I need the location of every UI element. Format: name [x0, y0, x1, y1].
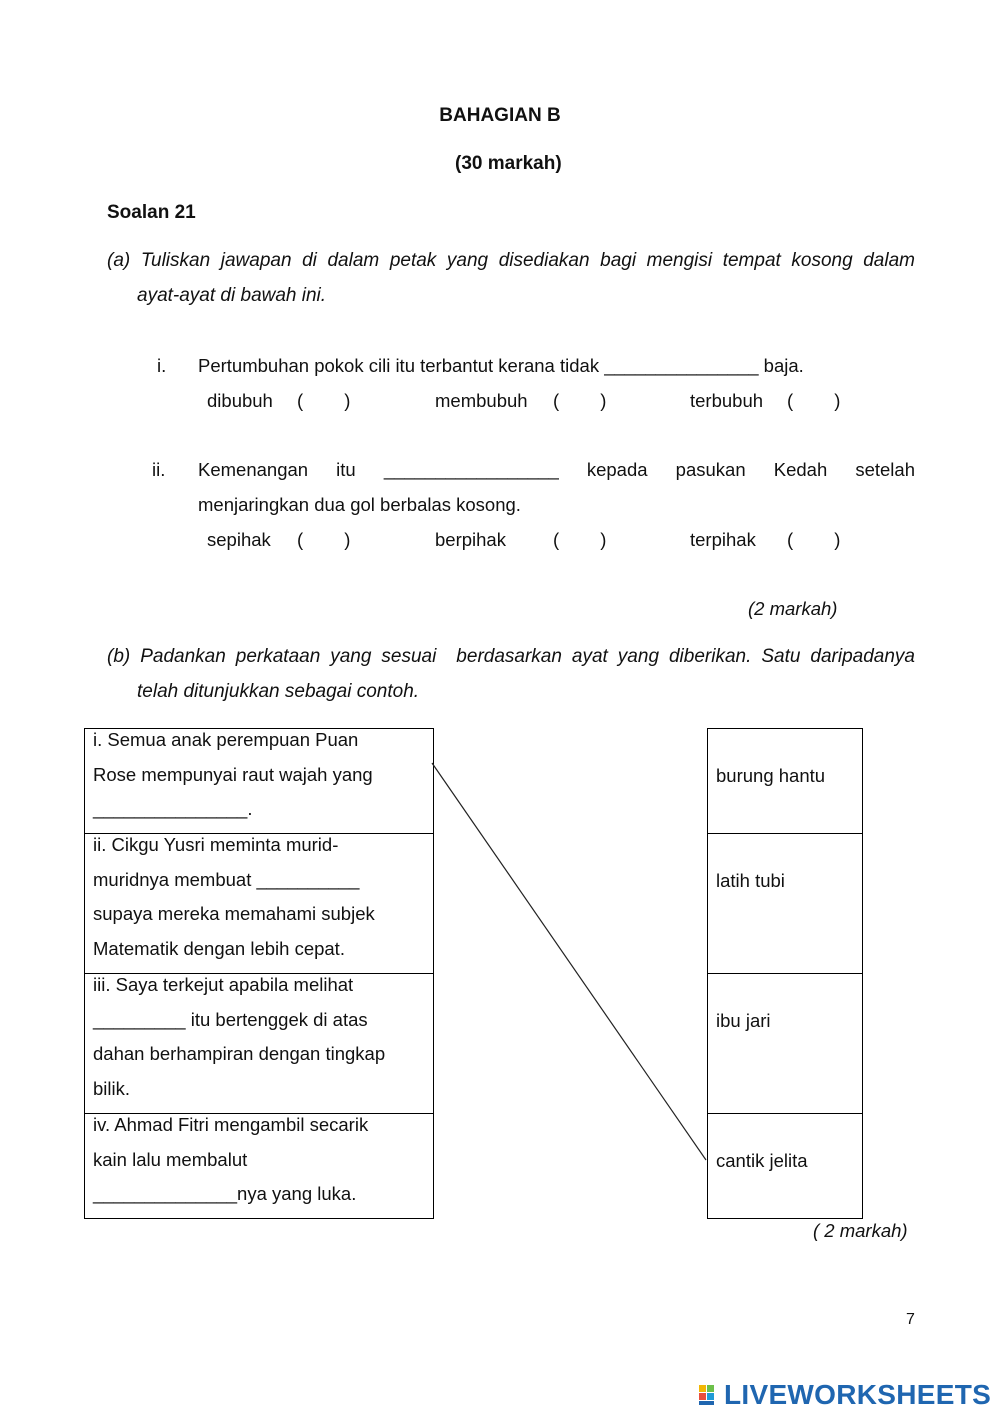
item-ii-word: setelah — [855, 459, 915, 480]
item-ii-word: Kemenangan — [198, 459, 309, 480]
item-i-option-2-bracket[interactable]: ( ) — [553, 390, 607, 411]
section-title: BAHAGIAN B — [439, 105, 561, 126]
left-item-3-line: _________ itu bertenggek di atas — [93, 1008, 368, 1030]
part-b-instruction-line1: (b) Padankan perkataan yang sesuai berdasarkan ayat yang diberikan. Satu daripadanya — [107, 646, 915, 667]
left-item-4-line: iv. Ahmad Fitri mengambil secarik — [93, 1114, 369, 1135]
left-item-2-line: muridnya membuat __________ — [93, 868, 360, 890]
item-ii-number: ii. — [152, 459, 166, 480]
item-ii-option-1-bracket[interactable]: ( ) — [297, 529, 351, 550]
item-i-option-1: dibubuh — [207, 390, 273, 411]
item-i-option-2: membubuh — [435, 390, 528, 411]
left-item-2-line: Matematik dengan lebih cepat. — [93, 937, 345, 959]
item-ii-word: pasukan — [675, 459, 746, 480]
item-i-number: i. — [157, 355, 167, 376]
item-ii-option-3: terpihak — [690, 529, 756, 550]
part-a-marks: (2 markah) — [748, 598, 838, 619]
item-i-option-1-bracket[interactable]: ( ) — [297, 390, 351, 411]
right-item-3: ibu jari — [716, 1010, 771, 1031]
left-item-4-line: ______________nya yang luka. — [93, 1183, 357, 1204]
part-a-instruction-line1: (a) Tuliskan jawapan di dalam petak yang disediakan bagi mengisi tempat kosong dalam — [107, 250, 915, 271]
right-item-2: latih tubi — [716, 870, 785, 891]
item-i-option-3: terbubuh — [690, 390, 764, 411]
left-item-1-line: _______________. — [93, 798, 253, 819]
item-ii-blank: _________________ — [383, 459, 559, 480]
item-ii-option-2-bracket[interactable]: ( ) — [553, 529, 607, 550]
left-item-2-line: supaya mereka memahami subjek — [93, 903, 375, 924]
part-b-marks: ( 2 markah) — [813, 1220, 908, 1241]
question-title: Soalan 21 — [107, 202, 196, 223]
item-ii-sentence-line2: menjaringkan dua gol berbalas kosong. — [198, 494, 521, 515]
liveworksheets-emblem-icon — [698, 1383, 722, 1407]
liveworksheets-logo[interactable] — [698, 1378, 991, 1412]
section-marks: (30 markah) — [455, 153, 562, 174]
page-number: 7 — [906, 1311, 915, 1328]
match-connector — [432, 763, 706, 1160]
item-ii-option-2: berpihak — [435, 529, 506, 550]
item-ii-option-1: sepihak — [207, 529, 271, 550]
item-ii-word: kepada — [586, 459, 648, 480]
item-i-sentence: Pertumbuhan pokok cili itu terbantut kerana tidak _______________ baja. — [198, 355, 804, 376]
left-item-3-line: bilik. — [93, 1077, 131, 1099]
left-item-3-line: iii. Saya terkejut apabila melihat — [93, 974, 354, 995]
right-item-1: burung hantu — [716, 765, 826, 786]
item-ii-word: Kedah — [773, 459, 828, 480]
part-b-instruction-line2: telah ditunjukkan sebagai contoh. — [137, 681, 420, 702]
left-item-2-line: ii. Cikgu Yusri meminta murid- — [93, 834, 339, 855]
liveworksheets-wordmark: LIVEWORKSHEETS — [724, 1379, 992, 1410]
left-item-3-line: dahan berhampiran dengan tingkap — [93, 1043, 386, 1064]
item-i-option-3-bracket[interactable]: ( ) — [787, 390, 841, 411]
right-item-4: cantik jelita — [716, 1150, 808, 1171]
left-item-4-line: kain lalu membalut — [93, 1148, 248, 1170]
part-a-instruction-line2: ayat-ayat di bawah ini. — [137, 285, 327, 306]
left-item-1-line: Rose mempunyai raut wajah yang — [93, 763, 373, 785]
left-item-1-line: i. Semua anak perempuan Puan — [93, 729, 359, 750]
item-ii-word: itu — [336, 459, 356, 480]
item-ii-option-3-bracket[interactable]: ( ) — [787, 529, 841, 550]
